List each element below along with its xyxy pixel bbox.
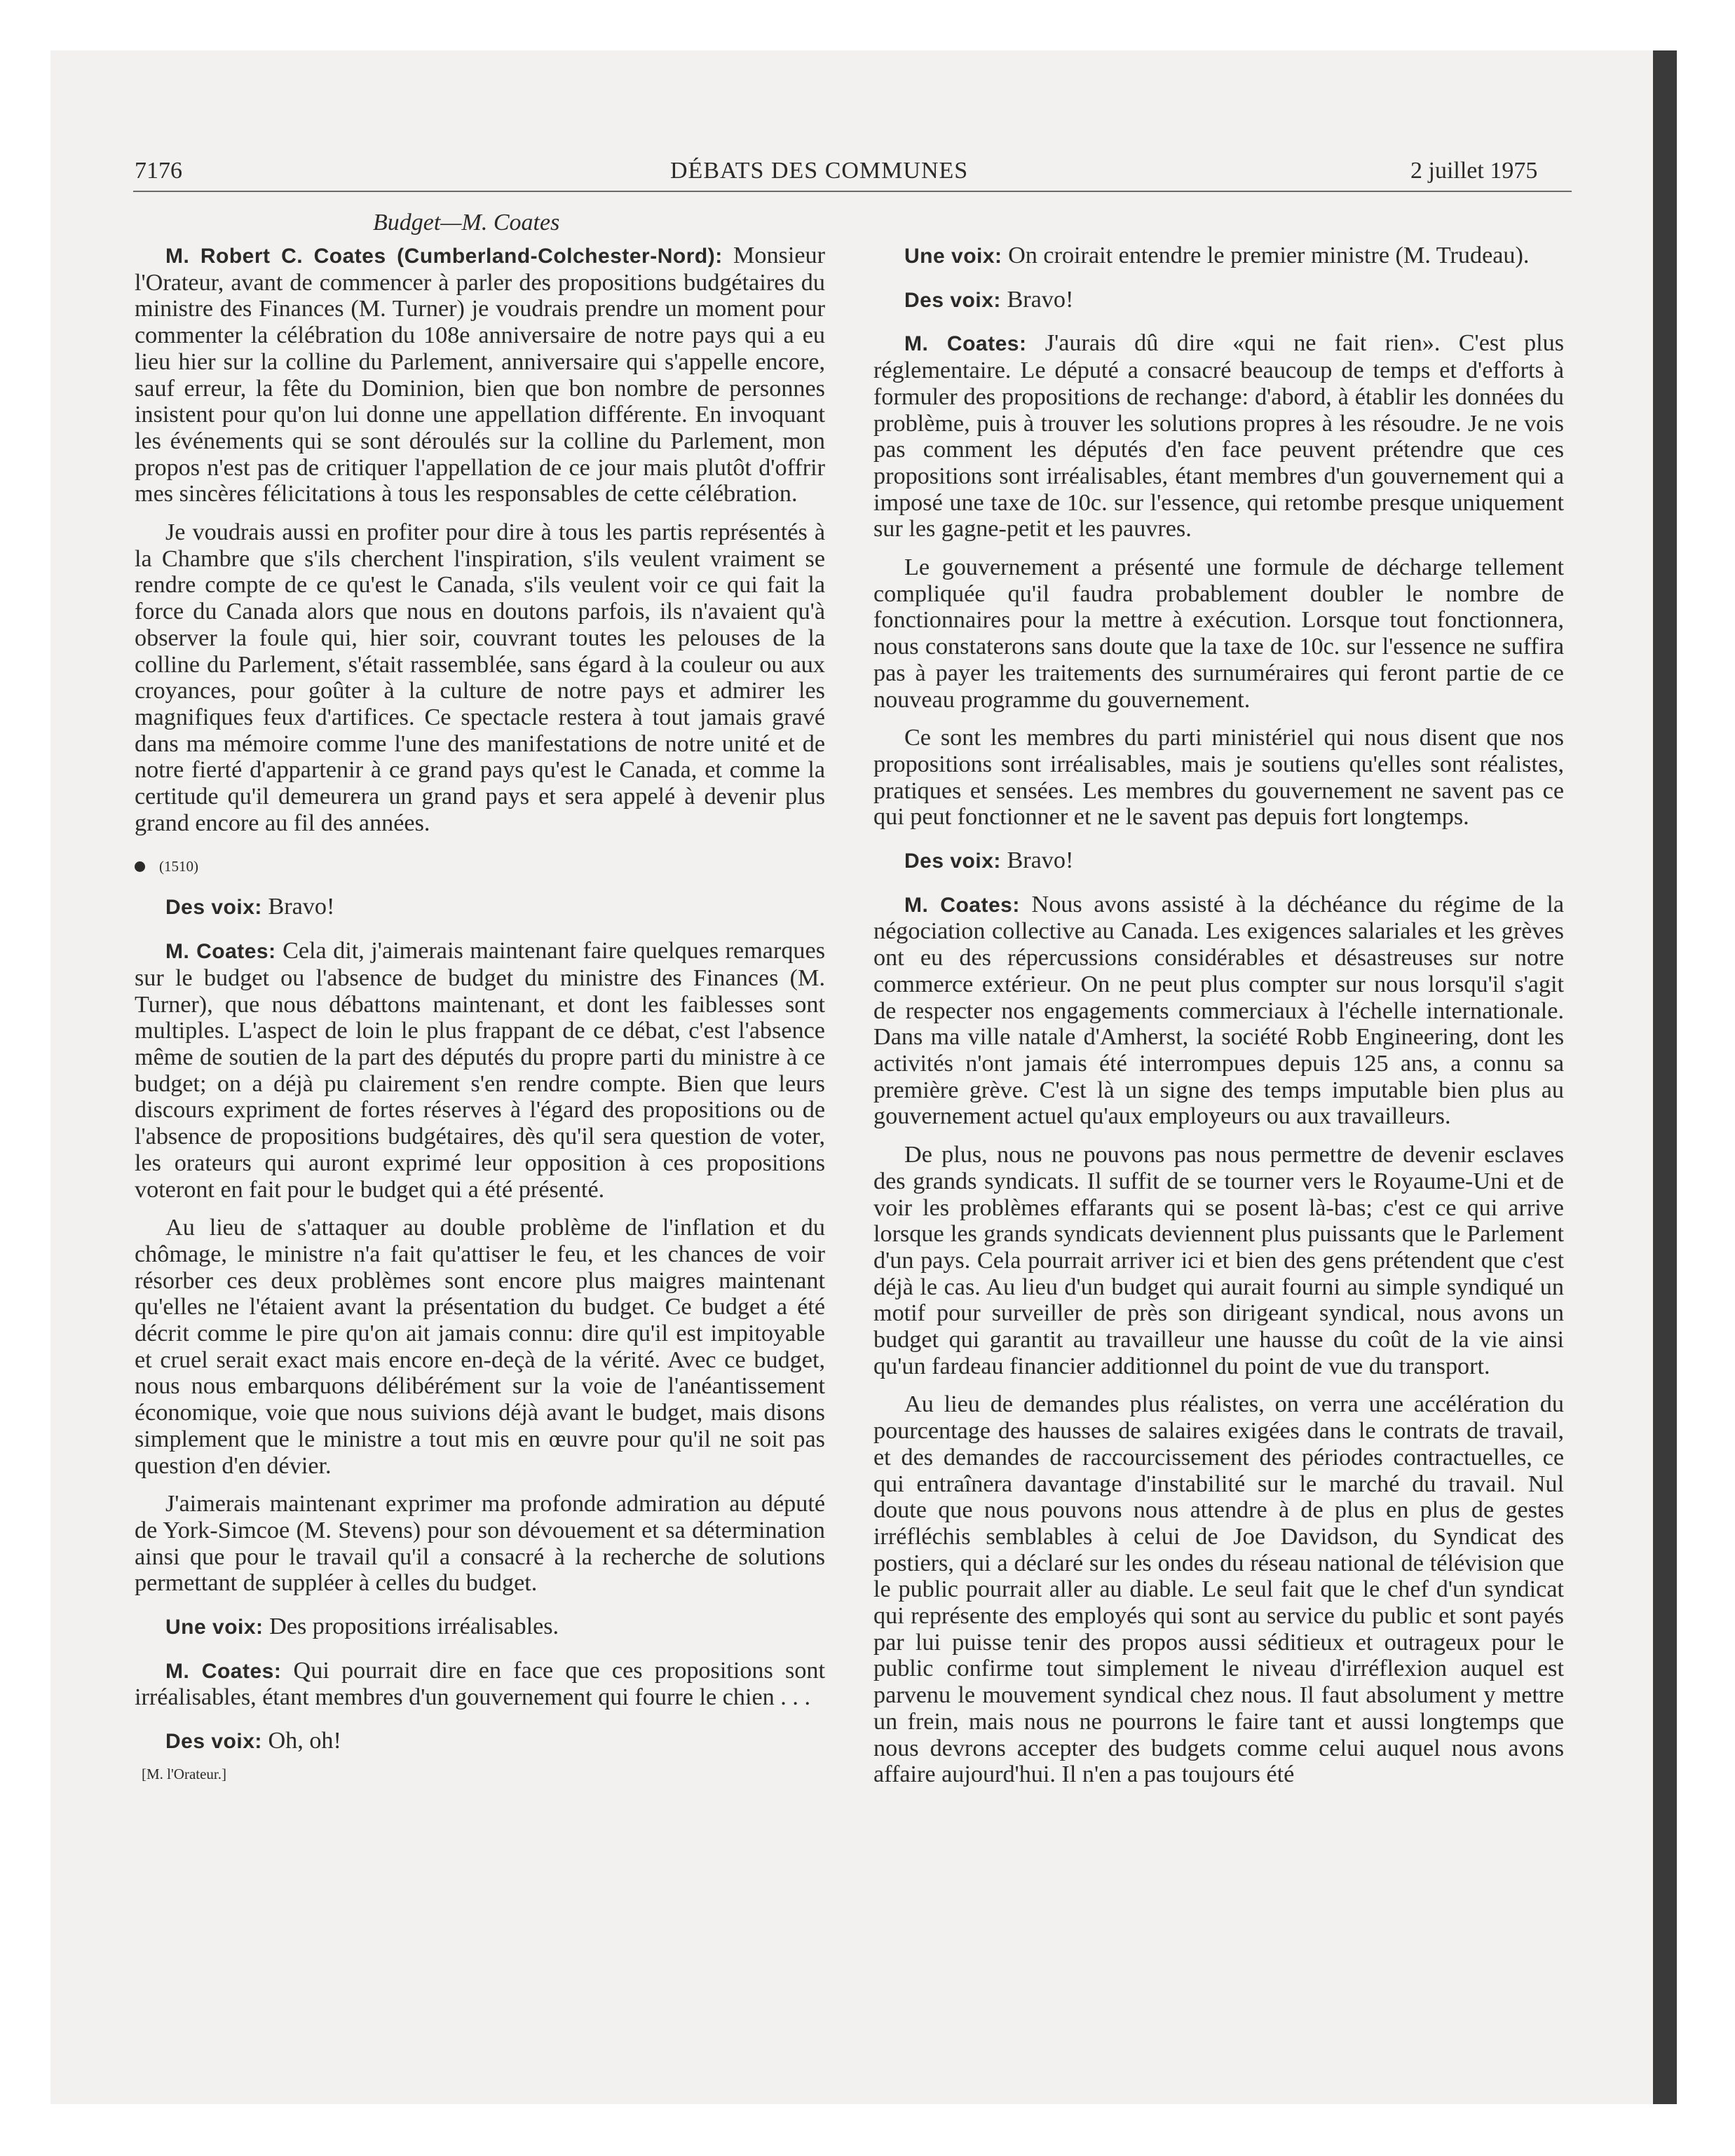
left-column: [135, 243, 825, 1785]
speaker-name: Des voix:: [904, 288, 1001, 312]
interjection: [135, 1613, 825, 1641]
paragraph: Je voudrais aussi en profiter pour dire à tous les partis représentés à la Chambre que s'ils cherchent l'inspiration, s'ils veulent vraiment se rendre compte de ce qu'est le Canada, s'ils veulent voir ce qui fait la force du Canada alors que nous en doutons parfois, ils n'avaient qu'à observer la foule qui, hier soir, couvrant toutes les pelouses de la colline du Parlement, s'était rassemblée, sans égard à la couleur ou aux croyances, pour goûter à la culture de notre pays et admirer les magnifiques feux d'artifices. Ce spectacle restera à tout jamais gravé dans ma mémoire comme l'une des manifestations de notre unité et de notre fierté d'appartenir à ce grand pays qu'est le Canada, et comme la certitude qu'il demeurera un grand pays et sera appelé à devenir plus grand encore au fil des années.: [135, 519, 825, 836]
page-number: 7176: [135, 158, 182, 184]
paragraph: [135, 243, 825, 507]
paragraph-text: Monsieur l'Orateur, avant de commencer à parler des propositions budgétaires du ministre des Finances (M. Turner) je voudrais prendre un moment pour commenter la célébration du 108e anniversaire de notre pays qui a eu lieu hier sur la colline du Parlement, anniversaire qui s'appelle encore, sauf erreur, la fête du Dominion, bien que bon nombre de personnes insistent pour qu'on lui donne une appellation différente. En invoquant les événements qui se sont déroulés sur la colline du Parlement, mon propos n'est pas de critiquer l'appellation de ce jour mais plutôt d'offrir mes sincères félicitations à tous les responsables de cette célébration.: [135, 243, 825, 507]
speaker-name: Des voix:: [165, 1730, 262, 1754]
speaker-name: Des voix:: [165, 896, 262, 920]
interjection-text: On croirait entendre le premier ministre (M. Trudeau).: [1008, 243, 1530, 268]
speaker-name: Des voix:: [904, 850, 1001, 873]
interjection: [873, 243, 1564, 270]
interjection-text: Oh, oh!: [268, 1728, 341, 1754]
paragraph: Le gouvernement a présenté une formule de décharge tellement compliquée qu'il faudra probablement doubler le nombre de fonctionnaires pour la mettre à exécution. Lorsque tout fonctionnera, nous constaterons sans doute que la taxe de 10c. sur l'essence ne suffira pas à payer les traitements des surnuméraires qui feront partie de ce nouveau programme du gouvernement.: [873, 554, 1564, 713]
paragraph: Au lieu de s'attaquer au double problème de l'inflation et du chômage, le ministre n'a fait qu'attiser le feu, et les chances de voir résorber ces deux problèmes sont encore plus maigres maintenant qu'elles ne l'étaient avant la présentation du budget. Ce budget a été décrit comme le pire qu'on ait jamais connu: dire qu'il est impitoyable et cruel serait exact mais encore en-deçà de la vérité. Avec ce budget, nous nous embarquons délibérément sur la voie de l'anéantissement économique, voie que nous suivions déjà avant le budget, mais disons simplement que le ministre a tout mis en œuvre pour qu'il ne soit pas question d'en dévier.: [135, 1215, 825, 1479]
interjection-text: Bravo!: [268, 894, 335, 920]
paragraph: [135, 1658, 825, 1711]
paragraph: De plus, nous ne pouvons pas nous permettre de devenir esclaves des grands syndicats. Il suffit de se tourner vers le Royaume-Uni et de voir les problèmes effarants qui se posent là-bas; c'est ce qui arrive lorsque les grands syndicats deviennent plus puissants que le Parlement d'un pays. Cela pourrait arriver ici et bien des gens prétendent que c'est déjà le cas. Au lieu d'un budget qui aurait fourni au simple syndiqué un motif pour surveiller de près son dirigeant syndical, nous avons un budget qui garantit au travailleur une hausse du coût de la vie ainsi qu'un fardeau financier additionnel du point de vue du transport.: [873, 1142, 1564, 1379]
page-date: 2 juillet 1975: [1410, 158, 1538, 184]
paragraph: [873, 330, 1564, 543]
running-title: DÉBATS DES COMMUNES: [670, 158, 969, 184]
paragraph-text: Qui pourrait dire en face que ces propositions sont irréalisables, étant membres d'un gouvernement qui fourre le chien . . .: [135, 1657, 826, 1711]
scan-edge-shadow: [1653, 50, 1677, 2104]
speaker-name: M. Coates:: [904, 893, 1020, 917]
paragraph-text: J'aurais dû dire «qui ne fait rien». C'est plus réglementaire. Le député a consacré beaucoup de temps et d'efforts à formuler des propositions de rechange: d'abord, à établir les données du problème, puis à trouver les solutions propres à les résoudre. Je ne vois pas comment les députés d'en face peuvent prétendre que ces propositions sont irréalisables, étant membres d'un gouvernement qui a imposé une taxe de 10c. sur l'essence, qui retombe presque uniquement sur les gagne-petit et les pauvres.: [873, 330, 1564, 543]
speaker-name: M. Coates:: [165, 1659, 282, 1683]
interjection: [135, 1728, 825, 1755]
paragraph: [135, 938, 825, 1203]
paragraph: Ce sont les membres du parti ministériel qui nous disent que nos propositions sont irréalisables, mais je soutiens qu'elles sont réalistes, pratiques et sensées. Les membres du gouvernement ne savent pas ce qui peut fonctionner et ne le savent pas depuis fort longtemps.: [873, 725, 1564, 831]
bullet-dot-icon: [135, 861, 145, 872]
interjection-text: Bravo!: [1007, 286, 1074, 313]
paragraph: Au lieu de demandes plus réalistes, on verra une accélération du pourcentage des hausses de salaires exigées dans le contrats de travail, et des demandes de raccourcissement des périodes contractuelles, ce qui entraînera davantage d'instabilité sur le marché du travail. Nul doute que nous pouvons nous attendre à de plus en plus de gestes irréfléchis semblables à celui de Joe Davidson, du Syndicat des postiers, qui a déclaré sur les ondes du réseau national de télévision que le public pourrait aller au diable. Le seul fait que le chef d'un syndicat qui représente des employés qui sont au service du public et sont payés par lui puisse tenir des propos aussi séditieux et outrageux pour le public confirme tout simplement le niveau d'irréflexion auquel est parvenu le mouvement syndical chez nous. Il faut absolument y mettre un frein, mais nous ne pourrons le faire tant et aussi longtemps que nous devrons accepter des budgets comme celui auquel nous avons affaire aujourd'hui. Il n'en a pas toujours été: [873, 1391, 1564, 1788]
paragraph: [873, 892, 1564, 1130]
section-subheader: Budget—M. Coates: [373, 210, 560, 236]
paragraph: J'aimerais maintenant exprimer ma profonde admiration au député de York-Simcoe (M. Stevens) pour son dévouement et sa détermination ainsi que pour le travail qu'il a consacré à la recherche de solutions permettant de suppléer à celles du budget.: [135, 1491, 825, 1597]
speaker-name: Une voix:: [165, 1616, 264, 1639]
time-marker: [135, 856, 825, 877]
speaker-name: Une voix:: [904, 245, 1002, 268]
interjection: [135, 894, 825, 921]
speaker-name: M. Robert C. Coates (Cumberland-Colchester-Nord):: [165, 245, 723, 268]
header-rule: [133, 191, 1572, 192]
speaker-name: M. Coates:: [165, 940, 276, 964]
interjection: [873, 847, 1564, 875]
speaker-name: M. Coates:: [904, 332, 1027, 356]
speaker-note: [M. l'Orateur.]: [142, 1765, 226, 1782]
paragraph-text: Nous avons assisté à la déchéance du régime de la négociation collective au Canada. Les exigences salariales et les grèves ont eu des répercussions considérables et désastreuses sur notre commerce extérieur. On ne peut plus compter sur nous lorsqu'il s'agit de respecter nos engagements commerciaux à l'échelle internationale. Dans ma ville natale d'Amherst, la société Robb Engineering, dont les activités n'ont jamais été interrompues depuis 125 ans, a connu sa première grève. C'est là un signe des temps imputable bien plus au gouvernement actuel qu'aux employeurs ou aux travailleurs.: [873, 891, 1565, 1130]
interjection: [873, 287, 1564, 314]
paragraph-text: Cela dit, j'aimerais maintenant faire quelques remarques sur le budget ou l'absence de budget du ministre des Finances (M. Turner), que nous débattons maintenant, et dont les faiblesses sont multiples. L'aspect de loin le plus frappant de ce débat, c'est l'absence même de soutien de la part des députés du propre parti du ministre à ce budget; on a déjà pu clairement s'en rendre compte. Bien que leurs discours expriment de fortes réserves à l'égard des propositions ou de l'absence de propositions budgétaires, dès qu'il sera question de voter, les orateurs qui auront exprimé leur opposition à ces propositions voteront en fait pour le budget qui a été présenté.: [135, 938, 826, 1203]
right-column: [873, 243, 1564, 1788]
interjection-text: Bravo!: [1007, 847, 1074, 874]
interjection-text: Des propositions irréalisables.: [269, 1613, 559, 1640]
time-marker-text: (1510): [159, 858, 198, 875]
